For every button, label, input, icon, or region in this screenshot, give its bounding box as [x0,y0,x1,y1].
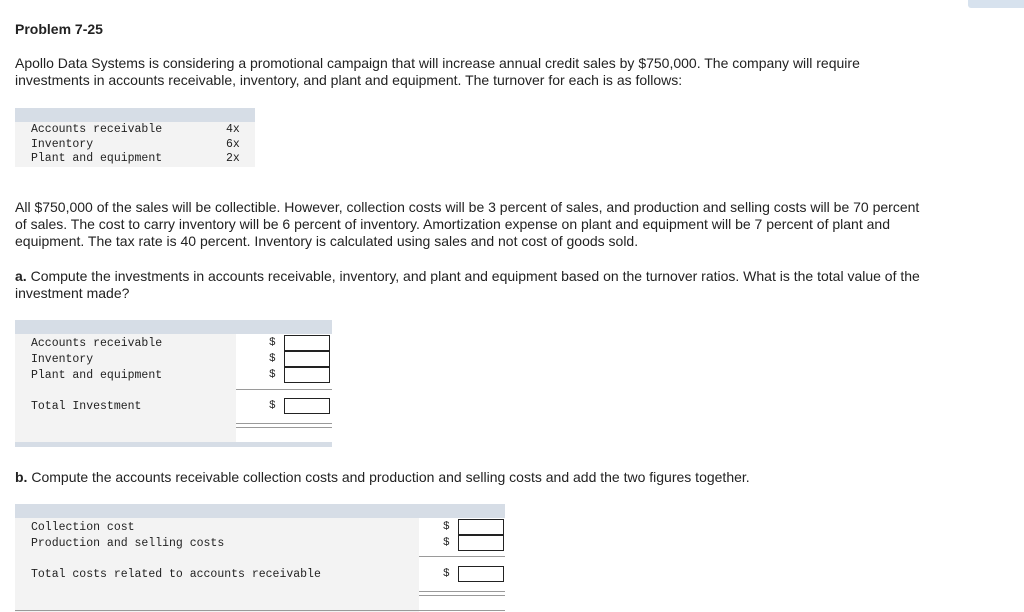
total-double-rule [236,423,332,424]
turnover-value: 4x [226,123,240,136]
part-a-question [15,268,925,302]
intro-paragraph: Apollo Data Systems is considering a promotional campaign that will increase annual credit sales by $750,000. The company will require investments in accounts receivable, inventory, and plant and equipment. The turnover for each is as follows: [15,55,860,88]
part-a-table-footer [15,442,332,447]
part-b-row-label: Collection cost [31,521,135,534]
collection-cost-input[interactable] [458,519,504,535]
part-a-total-label: Total Investment [31,400,142,413]
total-investment-input[interactable] [284,398,330,414]
inventory-input[interactable] [284,351,330,367]
total-double-rule [419,595,505,596]
turnover-table-header [15,108,255,122]
corner-tab [968,0,1024,8]
part-a-row-label: Plant and equipment [31,369,163,382]
subtotal-rule [419,556,505,557]
currency-symbol: $ [269,337,276,349]
production-selling-costs-input[interactable] [458,535,504,551]
currency-symbol: $ [443,568,450,580]
currency-symbol: $ [269,369,276,381]
currency-symbol: $ [269,353,276,365]
accounts-receivable-input[interactable] [284,335,330,351]
turnover-label: Inventory [31,138,94,151]
part-a-label: a. [15,268,27,284]
turnover-value: 6x [226,138,240,151]
problem-title: Problem 7-25 [15,21,103,37]
part-a-row-label: Inventory [31,353,94,366]
turnover-label: Plant and equipment [31,152,163,165]
subtotal-rule [236,389,332,390]
part-b-total-label: Total costs related to accounts receivable [31,568,321,581]
currency-symbol: $ [443,537,450,549]
part-b-question [15,469,925,486]
part-b-label: b. [15,469,28,485]
turnover-label: Accounts receivable [31,123,163,136]
part-b-row-label: Production and selling costs [31,537,225,550]
part-b-table-header [15,504,505,518]
part-a-table-header [15,320,332,334]
part-a-row-label: Accounts receivable [31,337,163,350]
turnover-value: 2x [226,152,240,165]
total-double-rule [419,591,505,592]
total-costs-input[interactable] [458,566,504,582]
plant-equipment-input[interactable] [284,367,330,383]
part-b-text: Compute the accounts receivable collection costs and production and selling costs and add the two figures together. [27,469,750,485]
total-double-rule [236,427,332,428]
currency-symbol: $ [269,400,276,412]
details-paragraph: All $750,000 of the sales will be collectible. However, collection costs will be 3 percent of sales, and production and selling costs will be 70 percent of sales. The cost to carry inventory will be 6 percent of inventory. Amortization expense on plant and equipment will be 7 percent of plant and equipment. The tax rate is 40 percent. Inventory is calculated using sales and not cost of goods sold. [15,199,920,249]
table-bottom-rule [15,610,505,611]
part-a-text: Compute the investments in accounts receivable, inventory, and plant and equipment based on the turnover ratios. What is the total value of the investment made? [15,268,920,301]
currency-symbol: $ [443,521,450,533]
